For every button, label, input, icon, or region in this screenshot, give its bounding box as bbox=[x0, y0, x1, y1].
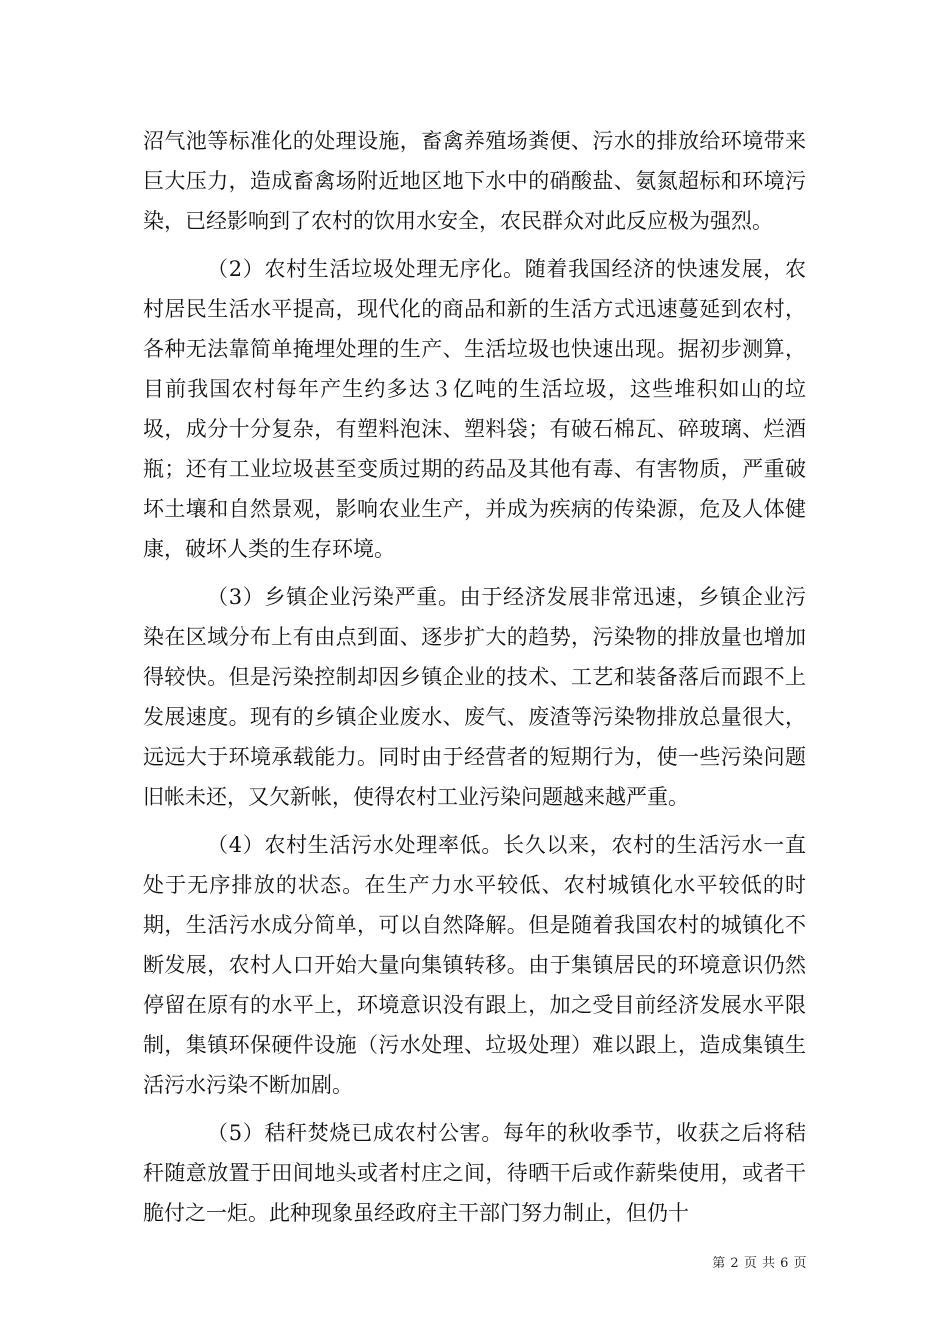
paragraph-township-enterprise-pollution: （3）乡镇企业污染严重。由于经济发展非常迅速，乡镇企业污染在区域分布上有由点到面、逐步扩大的趋势，污染物的排放量也增加得较快。但是污染控制却因乡镇企业的技术、工艺和装备落后而跟不上发展速度。现有的乡镇企业废水、废气、废渣等污染物排放总量很大，远远大于环境承载能力。同时由于经营者的短期行为，使一些污染问题旧帐未还，又欠新帐，使得农村工业污染问题越来越严重。 bbox=[143, 585, 806, 809]
paragraph-continuation: 沼气池等标准化的处理设施，畜禽养殖场粪便、污水的排放给环境带来巨大压力，造成畜禽场附近地区地下水中的硝酸盐、氨氮超标和环境污染，已经影响到了农村的饮用水安全，农民群众对此反应极为强烈。 bbox=[143, 129, 806, 233]
paragraph-rural-garbage: （2）农村生活垃圾处理无序化。随着我国经济的快速发展，农村居民生活水平提高，现代化的商品和新的生活方式迅速蔓延到农村，各种无法靠简单掩埋处理的生产、生活垃圾也快速出现。据初步测算，目前我国农村每年产生约多达３亿吨的生活垃圾，这些堆积如山的垃圾，成分十分复杂，有塑料泡沫、塑料袋；有破石棉瓦、碎玻璃、烂酒瓶；还有工业垃圾甚至变质过期的药品及其他有毒、有害物质，严重破坏土壤和自然景观，影响农业生产，并成为疾病的传染源，危及人体健康，破坏人类的生存环境。 bbox=[143, 257, 806, 561]
paragraph-straw-burning: （5）秸秆焚烧已成农村公害。每年的秋收季节，收获之后将秸秆随意放置于田间地头或者村庄之间，待晒干后或作薪柴使用，或者干脆付之一炬。此种现象虽经政府主干部门努力制止，但仍十 bbox=[143, 1121, 806, 1225]
paragraph-rural-sewage: （4）农村生活污水处理率低。长久以来，农村的生活污水一直处于无序排放的状态。在生产力水平较低、农村城镇化水平较低的时期，生活污水成分简单，可以自然降解。但是随着我国农村的城镇化不断发展，农村人口开始大量向集镇转移。由于集镇居民的环境意识仍然停留在原有的水平上，环境意识没有跟上，加之受目前经济发展水平限制，集镇环保硬件设施（污水处理、垃圾处理）难以跟上，造成集镇生活污水污染不断加剧。 bbox=[143, 833, 806, 1097]
document-body bbox=[143, 121, 806, 1233]
page-number-footer: 第 2 页 共 6 页 bbox=[712, 1256, 807, 1271]
